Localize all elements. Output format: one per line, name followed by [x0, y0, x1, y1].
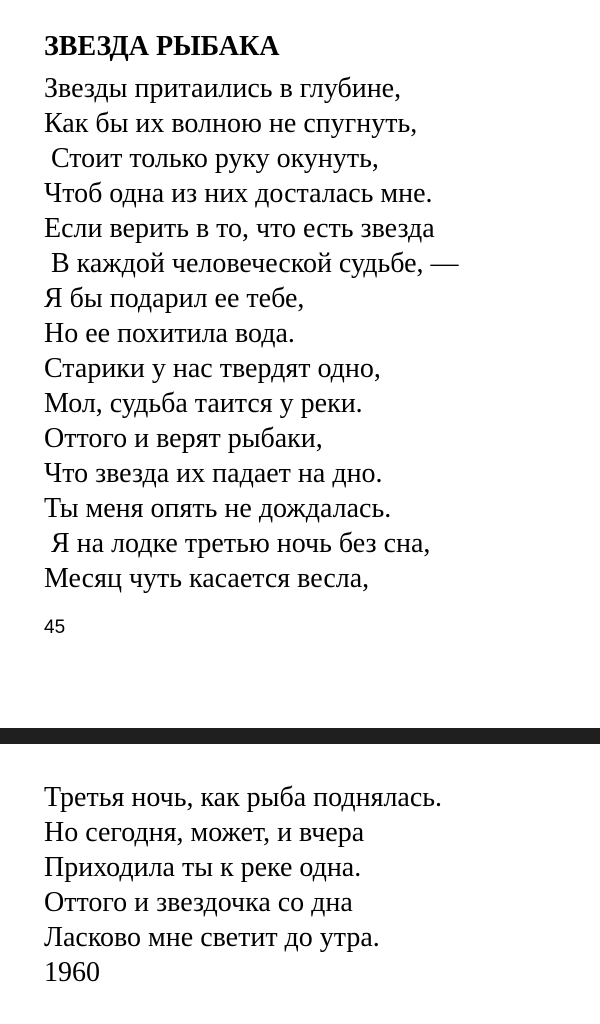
poem-line: Чтоб одна из них досталась мне.	[44, 178, 433, 209]
poem-line: Месяц чуть касается весла,	[44, 563, 370, 594]
poem-line: Звезды притаились в глубине,	[44, 73, 402, 104]
poem-year: 1960	[44, 957, 100, 988]
poem-line: Третья ночь, как рыба поднялась.	[44, 782, 443, 813]
poem-line: Ласково мне светит до утра.	[44, 922, 380, 953]
poem-line: Но ее похитила вода.	[44, 318, 295, 349]
poem-line: Оттого и звездочка со дна	[44, 887, 353, 918]
poem-line: Ты меня опять не дождалась.	[44, 493, 392, 524]
poem-line: Я бы подарил ее тебе,	[44, 283, 305, 314]
poem-line: Я на лодке третью ночь без сна,	[51, 528, 431, 559]
page-separator	[0, 728, 600, 744]
page-number: 45	[44, 617, 66, 638]
poem-line: Мол, судьба таится у реки.	[44, 388, 363, 419]
poem-line: Но сегодня, может, и вчера	[44, 817, 365, 848]
document-page	[0, 744, 600, 1024]
poem-line: Стоит только руку окунуть,	[51, 143, 379, 174]
poem-text	[44, 780, 442, 955]
poem-line: Оттого и верят рыбаки,	[44, 423, 323, 454]
poem-line: Как бы их волною не спугнуть,	[44, 108, 418, 139]
poem-line: В каждой человеческой судьбе, —	[51, 248, 459, 279]
poem-line: Старики у нас твердят одно,	[44, 353, 381, 384]
poem-title: ЗВЕЗДА РЫБАКА	[44, 31, 280, 62]
poem-line: Приходила ты к реке одна.	[44, 852, 362, 883]
poem-line: Что звезда их падает на дно.	[44, 458, 383, 489]
poem-text	[44, 71, 459, 596]
poem-line: Если верить в то, что есть звезда	[44, 213, 435, 244]
